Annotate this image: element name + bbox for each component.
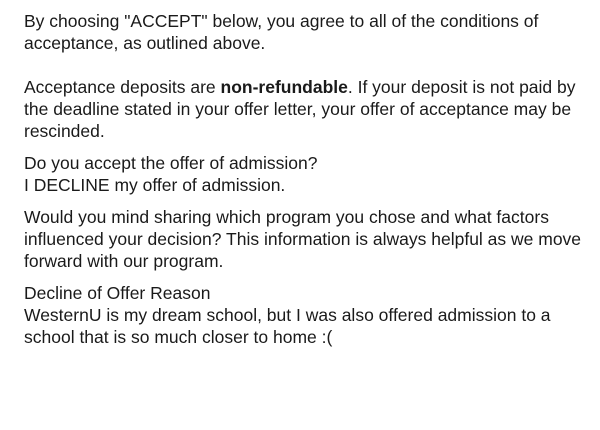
deposit-notice [24, 76, 584, 142]
deposit-notice-intro: Acceptance deposits are [24, 77, 221, 97]
offer-response-page [24, 10, 584, 348]
decline-reason-value: WesternU is my dream school, but I was also offered admission to a school that is so much closer to home :( [24, 305, 551, 347]
deposit-notice-detail: . If your deposit is not paid by the deadline stated in your offer letter, your offer of acceptance may be rescinded. [24, 77, 576, 141]
decline-reason-block [24, 282, 584, 348]
survey-prompt: Would you mind sharing which program you chose and what factors influenced your decision? This information is always helpful as we move forward with our program. [24, 207, 582, 271]
offer-question-block [24, 152, 584, 196]
offer-question-label: Do you accept the offer of admission? [24, 153, 318, 173]
offer-answer-value: I DECLINE my offer of admission. [24, 175, 286, 195]
acceptance-notice: By choosing "ACCEPT" below, you agree to all of the conditions of acceptance, as outlined above. [24, 11, 539, 53]
decline-reason-label: Decline of Offer Reason [24, 283, 211, 303]
non-refundable-emphasis: non-refundable [220, 77, 348, 97]
